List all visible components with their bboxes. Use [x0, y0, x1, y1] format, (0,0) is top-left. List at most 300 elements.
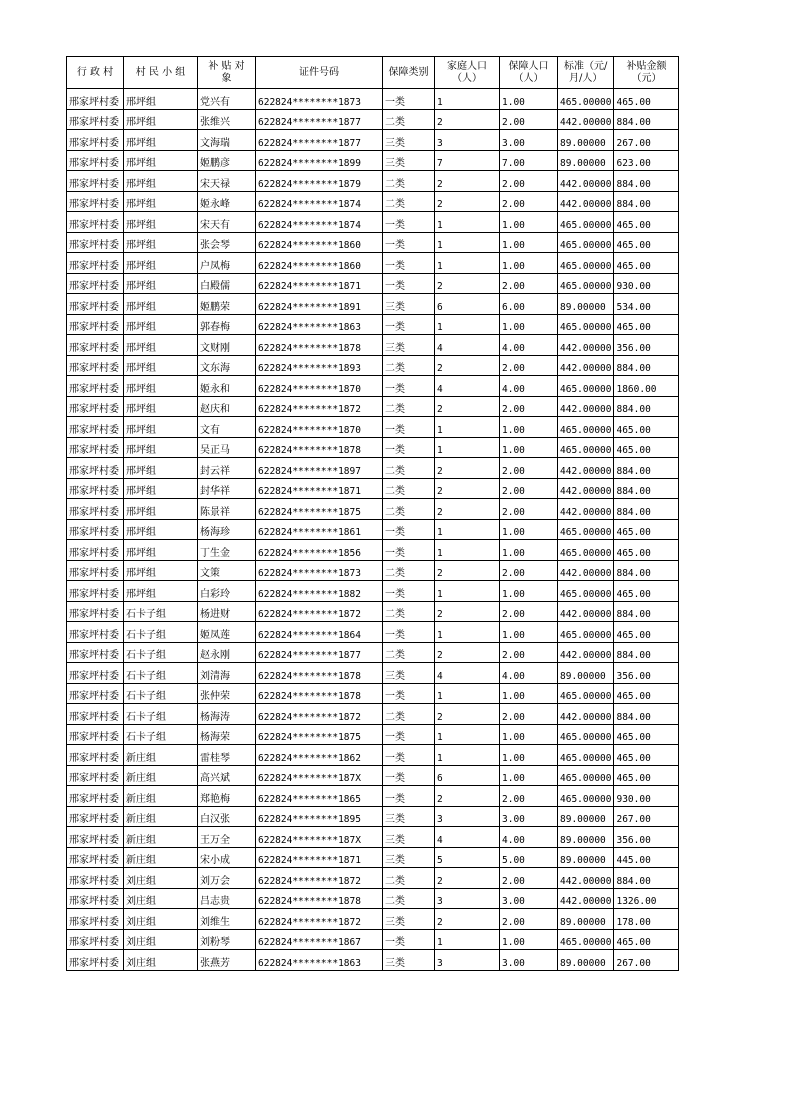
table-row: [67, 724, 679, 745]
cell-covered: 2.00: [500, 786, 558, 807]
table-row: [67, 888, 679, 909]
cell-household: 4: [435, 376, 500, 397]
cell-standard: 442.00000: [558, 355, 614, 376]
cell-category: 三类: [383, 950, 435, 971]
cell-covered: 2.00: [500, 560, 558, 581]
cell-amount: 930.00: [614, 786, 679, 807]
cell-id-number: 622824********1882: [256, 581, 383, 602]
cell-standard: 465.00000: [558, 376, 614, 397]
cell-household: 1: [435, 519, 500, 540]
cell-category: 一类: [383, 437, 435, 458]
cell-name: 赵永刚: [198, 642, 256, 663]
cell-household: 1: [435, 724, 500, 745]
cell-amount: 267.00: [614, 130, 679, 151]
cell-covered: 2.00: [500, 601, 558, 622]
header-covered-persons: 保障人口 （人）: [500, 57, 558, 89]
table-body: [67, 89, 679, 971]
cell-covered: 4.00: [500, 335, 558, 356]
cell-household: 4: [435, 663, 500, 684]
cell-standard: 89.00000: [558, 150, 614, 171]
cell-name: 陈景祥: [198, 499, 256, 520]
cell-household: 6: [435, 765, 500, 786]
cell-standard: 442.00000: [558, 601, 614, 622]
cell-amount: 356.00: [614, 827, 679, 848]
cell-group: 邢坪组: [124, 150, 198, 171]
table-row: [67, 929, 679, 950]
cell-id-number: 622824********187X: [256, 827, 383, 848]
cell-group: 刘庄组: [124, 929, 198, 950]
cell-category: 一类: [383, 519, 435, 540]
cell-amount: 884.00: [614, 458, 679, 479]
cell-id-number: 622824********1871: [256, 847, 383, 868]
cell-name: 刘维生: [198, 909, 256, 930]
table-row: [67, 950, 679, 971]
cell-household: 1: [435, 745, 500, 766]
cell-household: 2: [435, 642, 500, 663]
cell-category: 一类: [383, 314, 435, 335]
cell-id-number: 622824********1865: [256, 786, 383, 807]
cell-name: 王万全: [198, 827, 256, 848]
table-header: [67, 57, 679, 89]
cell-covered: 4.00: [500, 663, 558, 684]
cell-group: 邢坪组: [124, 581, 198, 602]
cell-amount: 884.00: [614, 601, 679, 622]
cell-village: 邢家坪村委: [67, 786, 124, 807]
cell-household: 5: [435, 847, 500, 868]
cell-category: 一类: [383, 724, 435, 745]
cell-group: 邢坪组: [124, 376, 198, 397]
cell-category: 一类: [383, 929, 435, 950]
cell-village: 邢家坪村委: [67, 273, 124, 294]
cell-covered: 7.00: [500, 150, 558, 171]
cell-standard: 465.00000: [558, 273, 614, 294]
table-row: [67, 499, 679, 520]
cell-category: 二类: [383, 396, 435, 417]
cell-village: 邢家坪村委: [67, 253, 124, 274]
cell-standard: 442.00000: [558, 458, 614, 479]
table-row: [67, 150, 679, 171]
cell-standard: 442.00000: [558, 335, 614, 356]
cell-id-number: 622824********1872: [256, 868, 383, 889]
cell-id-number: 622824********1877: [256, 109, 383, 130]
cell-group: 刘庄组: [124, 909, 198, 930]
cell-group: 邢坪组: [124, 519, 198, 540]
table-row: [67, 89, 679, 110]
cell-id-number: 622824********1860: [256, 253, 383, 274]
cell-category: 一类: [383, 376, 435, 397]
cell-group: 邢坪组: [124, 212, 198, 233]
cell-household: 2: [435, 171, 500, 192]
cell-id-number: 622824********1871: [256, 478, 383, 499]
cell-category: 一类: [383, 212, 435, 233]
cell-name: 杨海珍: [198, 519, 256, 540]
cell-household: 2: [435, 109, 500, 130]
cell-amount: 465.00: [614, 437, 679, 458]
header-subsidy-amount: 补贴金额 （元）: [614, 57, 679, 89]
table-row: [67, 335, 679, 356]
cell-household: 1: [435, 417, 500, 438]
cell-household: 1: [435, 929, 500, 950]
cell-id-number: 622824********1899: [256, 150, 383, 171]
cell-amount: 465.00: [614, 519, 679, 540]
cell-village: 邢家坪村委: [67, 437, 124, 458]
cell-village: 邢家坪村委: [67, 376, 124, 397]
cell-covered: 3.00: [500, 130, 558, 151]
table-row: [67, 458, 679, 479]
cell-group: 石卡子组: [124, 642, 198, 663]
cell-category: 一类: [383, 786, 435, 807]
cell-amount: 465.00: [614, 212, 679, 233]
cell-name: 杨进财: [198, 601, 256, 622]
cell-covered: 2.00: [500, 909, 558, 930]
cell-id-number: 622824********1897: [256, 458, 383, 479]
cell-household: 2: [435, 499, 500, 520]
table-row: [67, 827, 679, 848]
cell-standard: 89.00000: [558, 130, 614, 151]
cell-household: 6: [435, 294, 500, 315]
cell-village: 邢家坪村委: [67, 581, 124, 602]
cell-group: 邢坪组: [124, 253, 198, 274]
cell-group: 刘庄组: [124, 950, 198, 971]
cell-standard: 465.00000: [558, 581, 614, 602]
cell-group: 邢坪组: [124, 130, 198, 151]
cell-covered: 2.00: [500, 191, 558, 212]
cell-village: 邢家坪村委: [67, 540, 124, 561]
cell-village: 邢家坪村委: [67, 765, 124, 786]
cell-covered: 1.00: [500, 683, 558, 704]
cell-village: 邢家坪村委: [67, 704, 124, 725]
table-row: [67, 253, 679, 274]
cell-household: 3: [435, 806, 500, 827]
cell-village: 邢家坪村委: [67, 191, 124, 212]
cell-group: 石卡子组: [124, 622, 198, 643]
cell-group: 新庄组: [124, 765, 198, 786]
cell-id-number: 622824********1877: [256, 642, 383, 663]
cell-category: 三类: [383, 806, 435, 827]
cell-amount: 465.00: [614, 745, 679, 766]
cell-name: 文有: [198, 417, 256, 438]
cell-group: 邢坪组: [124, 335, 198, 356]
cell-covered: 1.00: [500, 929, 558, 950]
cell-name: 杨海荣: [198, 724, 256, 745]
cell-id-number: 622824********1862: [256, 745, 383, 766]
table-row: [67, 294, 679, 315]
cell-standard: 442.00000: [558, 704, 614, 725]
cell-name: 张维兴: [198, 109, 256, 130]
cell-covered: 1.00: [500, 253, 558, 274]
cell-village: 邢家坪村委: [67, 724, 124, 745]
cell-standard: 465.00000: [558, 253, 614, 274]
cell-village: 邢家坪村委: [67, 130, 124, 151]
table-row: [67, 355, 679, 376]
cell-amount: 884.00: [614, 396, 679, 417]
table-row: [67, 704, 679, 725]
cell-amount: 884.00: [614, 478, 679, 499]
cell-amount: 884.00: [614, 355, 679, 376]
cell-id-number: 622824********1878: [256, 437, 383, 458]
cell-id-number: 622824********1873: [256, 560, 383, 581]
cell-amount: 884.00: [614, 560, 679, 581]
cell-group: 邢坪组: [124, 458, 198, 479]
cell-category: 二类: [383, 458, 435, 479]
cell-group: 邢坪组: [124, 396, 198, 417]
cell-household: 1: [435, 683, 500, 704]
cell-village: 邢家坪村委: [67, 683, 124, 704]
header-id-number: 证件号码: [256, 57, 383, 89]
cell-amount: 267.00: [614, 806, 679, 827]
table-row: [67, 622, 679, 643]
cell-group: 邢坪组: [124, 355, 198, 376]
cell-standard: 465.00000: [558, 622, 614, 643]
cell-covered: 1.00: [500, 437, 558, 458]
cell-standard: 442.00000: [558, 396, 614, 417]
cell-village: 邢家坪村委: [67, 314, 124, 335]
cell-category: 三类: [383, 335, 435, 356]
cell-group: 邢坪组: [124, 417, 198, 438]
cell-name: 文策: [198, 560, 256, 581]
cell-name: 封华祥: [198, 478, 256, 499]
table-row: [67, 212, 679, 233]
cell-name: 白彩玲: [198, 581, 256, 602]
cell-name: 刘万会: [198, 868, 256, 889]
cell-name: 白殿儒: [198, 273, 256, 294]
cell-group: 石卡子组: [124, 724, 198, 745]
cell-standard: 465.00000: [558, 417, 614, 438]
cell-standard: 465.00000: [558, 745, 614, 766]
cell-category: 一类: [383, 89, 435, 110]
cell-id-number: 622824********1863: [256, 314, 383, 335]
cell-id-number: 622824********1874: [256, 191, 383, 212]
cell-id-number: 622824********1870: [256, 417, 383, 438]
table-row: [67, 314, 679, 335]
cell-id-number: 622824********1872: [256, 704, 383, 725]
table-row: [67, 519, 679, 540]
cell-id-number: 622824********1867: [256, 929, 383, 950]
cell-household: 2: [435, 478, 500, 499]
cell-covered: 3.00: [500, 806, 558, 827]
cell-amount: 534.00: [614, 294, 679, 315]
cell-id-number: 622824********1861: [256, 519, 383, 540]
cell-id-number: 622824********1878: [256, 663, 383, 684]
cell-name: 姬鹏荣: [198, 294, 256, 315]
cell-household: 1: [435, 622, 500, 643]
cell-village: 邢家坪村委: [67, 417, 124, 438]
cell-standard: 89.00000: [558, 663, 614, 684]
cell-standard: 89.00000: [558, 950, 614, 971]
table-row: [67, 745, 679, 766]
cell-covered: 1.00: [500, 89, 558, 110]
cell-household: 1: [435, 232, 500, 253]
cell-category: 三类: [383, 150, 435, 171]
cell-covered: 1.00: [500, 724, 558, 745]
cell-amount: 465.00: [614, 540, 679, 561]
cell-standard: 89.00000: [558, 827, 614, 848]
cell-covered: 6.00: [500, 294, 558, 315]
cell-group: 邢坪组: [124, 294, 198, 315]
cell-group: 邢坪组: [124, 232, 198, 253]
cell-covered: 3.00: [500, 950, 558, 971]
cell-standard: 465.00000: [558, 929, 614, 950]
cell-amount: 1860.00: [614, 376, 679, 397]
cell-amount: 356.00: [614, 335, 679, 356]
cell-category: 二类: [383, 478, 435, 499]
cell-amount: 884.00: [614, 868, 679, 889]
cell-group: 邢坪组: [124, 540, 198, 561]
cell-group: 邢坪组: [124, 273, 198, 294]
cell-amount: 465.00: [614, 581, 679, 602]
cell-amount: 884.00: [614, 109, 679, 130]
cell-village: 邢家坪村委: [67, 847, 124, 868]
cell-category: 一类: [383, 765, 435, 786]
cell-standard: 442.00000: [558, 888, 614, 909]
table-row: [67, 601, 679, 622]
cell-household: 2: [435, 273, 500, 294]
cell-category: 三类: [383, 909, 435, 930]
cell-group: 邢坪组: [124, 171, 198, 192]
cell-group: 新庄组: [124, 827, 198, 848]
cell-category: 二类: [383, 704, 435, 725]
cell-name: 张仲荣: [198, 683, 256, 704]
cell-group: 石卡子组: [124, 704, 198, 725]
table-row: [67, 417, 679, 438]
cell-group: 新庄组: [124, 786, 198, 807]
cell-amount: 623.00: [614, 150, 679, 171]
cell-covered: 1.00: [500, 745, 558, 766]
cell-group: 石卡子组: [124, 663, 198, 684]
cell-group: 刘庄组: [124, 868, 198, 889]
cell-name: 姬永峰: [198, 191, 256, 212]
cell-id-number: 622824********1875: [256, 499, 383, 520]
cell-amount: 465.00: [614, 765, 679, 786]
cell-standard: 465.00000: [558, 89, 614, 110]
cell-household: 1: [435, 89, 500, 110]
cell-id-number: 622824********1878: [256, 888, 383, 909]
header-villager-group: 村 民 小 组: [124, 57, 198, 89]
cell-covered: 2.00: [500, 355, 558, 376]
cell-name: 户凤梅: [198, 253, 256, 274]
cell-village: 邢家坪村委: [67, 745, 124, 766]
cell-standard: 442.00000: [558, 478, 614, 499]
cell-amount: 1326.00: [614, 888, 679, 909]
cell-village: 邢家坪村委: [67, 396, 124, 417]
cell-category: 一类: [383, 622, 435, 643]
table-row: [67, 560, 679, 581]
table-row: [67, 806, 679, 827]
cell-standard: 465.00000: [558, 232, 614, 253]
cell-standard: 465.00000: [558, 724, 614, 745]
cell-category: 一类: [383, 232, 435, 253]
cell-village: 邢家坪村委: [67, 232, 124, 253]
table-row: [67, 909, 679, 930]
cell-amount: 445.00: [614, 847, 679, 868]
cell-household: 1: [435, 581, 500, 602]
cell-name: 刘粉琴: [198, 929, 256, 950]
header-admin-village: 行 政 村: [67, 57, 124, 89]
cell-id-number: 622824********1875: [256, 724, 383, 745]
cell-category: 二类: [383, 642, 435, 663]
cell-village: 邢家坪村委: [67, 150, 124, 171]
cell-covered: 5.00: [500, 847, 558, 868]
cell-id-number: 622824********1872: [256, 396, 383, 417]
cell-covered: 3.00: [500, 888, 558, 909]
cell-category: 一类: [383, 417, 435, 438]
cell-village: 邢家坪村委: [67, 458, 124, 479]
cell-id-number: 622824********1878: [256, 335, 383, 356]
cell-group: 石卡子组: [124, 683, 198, 704]
header-standard: 标准（元/ 月/人）: [558, 57, 614, 89]
cell-name: 高兴斌: [198, 765, 256, 786]
cell-name: 郑艳梅: [198, 786, 256, 807]
cell-id-number: 622824********187X: [256, 765, 383, 786]
cell-covered: 1.00: [500, 417, 558, 438]
cell-name: 赵庆和: [198, 396, 256, 417]
table-row: [67, 376, 679, 397]
cell-amount: 884.00: [614, 171, 679, 192]
cell-standard: 465.00000: [558, 540, 614, 561]
cell-category: 三类: [383, 294, 435, 315]
cell-category: 二类: [383, 499, 435, 520]
cell-id-number: 622824********1870: [256, 376, 383, 397]
cell-village: 邢家坪村委: [67, 642, 124, 663]
cell-name: 党兴有: [198, 89, 256, 110]
cell-amount: 465.00: [614, 683, 679, 704]
subsidy-table: [66, 56, 679, 971]
cell-standard: 465.00000: [558, 437, 614, 458]
cell-village: 邢家坪村委: [67, 909, 124, 930]
cell-village: 邢家坪村委: [67, 868, 124, 889]
cell-covered: 1.00: [500, 581, 558, 602]
cell-id-number: 622824********1872: [256, 909, 383, 930]
cell-amount: 465.00: [614, 314, 679, 335]
cell-household: 1: [435, 540, 500, 561]
cell-id-number: 622824********1877: [256, 130, 383, 151]
cell-household: 7: [435, 150, 500, 171]
cell-village: 邢家坪村委: [67, 519, 124, 540]
cell-covered: 1.00: [500, 622, 558, 643]
cell-amount: 465.00: [614, 417, 679, 438]
cell-amount: 356.00: [614, 663, 679, 684]
cell-standard: 442.00000: [558, 560, 614, 581]
cell-village: 邢家坪村委: [67, 622, 124, 643]
cell-household: 4: [435, 827, 500, 848]
cell-household: 4: [435, 335, 500, 356]
cell-household: 1: [435, 314, 500, 335]
table-row: [67, 765, 679, 786]
cell-name: 吴正马: [198, 437, 256, 458]
cell-covered: 4.00: [500, 827, 558, 848]
cell-name: 文海瑞: [198, 130, 256, 151]
cell-group: 邢坪组: [124, 191, 198, 212]
cell-household: 2: [435, 786, 500, 807]
cell-standard: 89.00000: [558, 294, 614, 315]
table-row: [67, 478, 679, 499]
cell-amount: 884.00: [614, 499, 679, 520]
cell-category: 二类: [383, 171, 435, 192]
cell-group: 邢坪组: [124, 109, 198, 130]
cell-group: 新庄组: [124, 806, 198, 827]
cell-name: 张会琴: [198, 232, 256, 253]
cell-name: 雷桂琴: [198, 745, 256, 766]
cell-standard: 442.00000: [558, 171, 614, 192]
cell-id-number: 622824********1872: [256, 601, 383, 622]
cell-household: 3: [435, 130, 500, 151]
cell-household: 2: [435, 601, 500, 622]
cell-covered: 4.00: [500, 376, 558, 397]
cell-standard: 465.00000: [558, 314, 614, 335]
cell-standard: 465.00000: [558, 212, 614, 233]
cell-group: 新庄组: [124, 745, 198, 766]
table-row: [67, 273, 679, 294]
